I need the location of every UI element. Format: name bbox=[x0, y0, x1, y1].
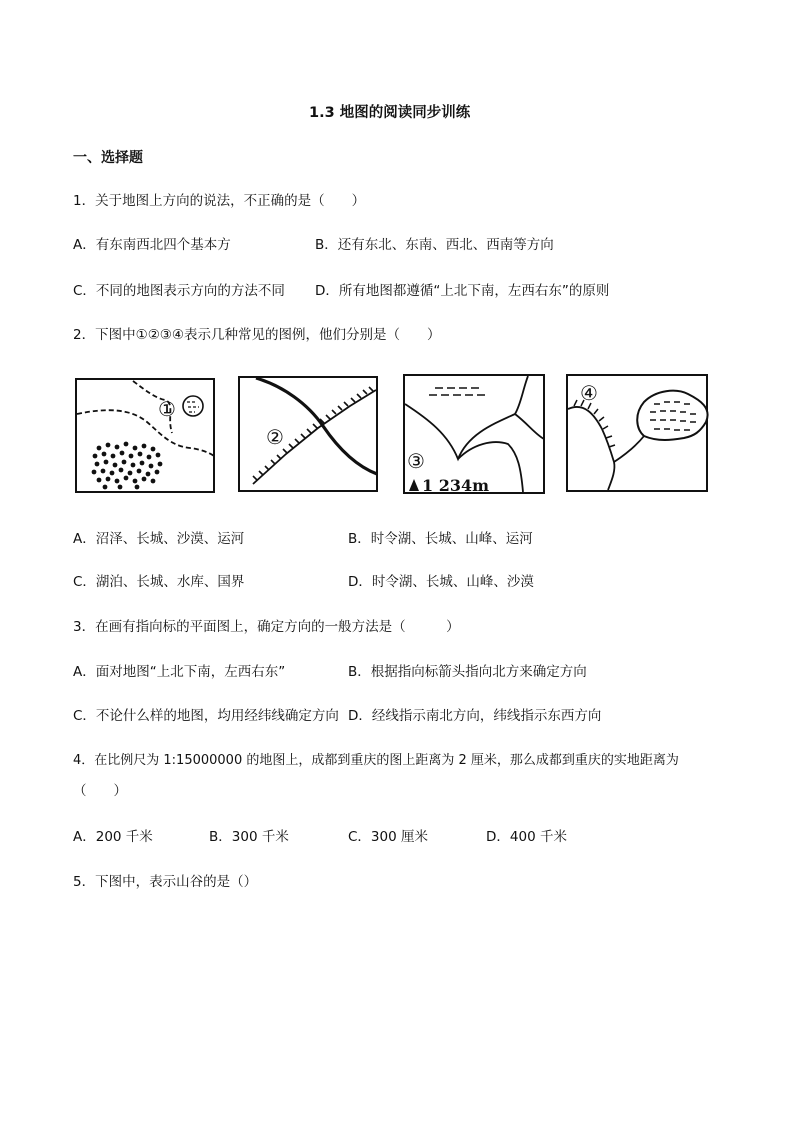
q4-option-d: D．400 千米 bbox=[486, 829, 567, 845]
q1-option-c: C．不同的地图表示方向的方法不同 bbox=[73, 283, 285, 299]
legend-figure-1 bbox=[75, 378, 217, 494]
legend-label-1: ① bbox=[158, 397, 176, 421]
page-title: 1.3 地图的阅读同步训练 bbox=[309, 105, 471, 121]
q5-stem: 5．下图中，表示山谷的是（） bbox=[73, 874, 258, 890]
q4-stem-continued: （ ） bbox=[73, 783, 127, 799]
q2-stem: 2．下图中①②③④表示几种常见的图例，他们分别是（ ） bbox=[73, 327, 441, 343]
legend-label-4: ④ bbox=[580, 381, 598, 405]
legend-figure-2 bbox=[238, 376, 380, 494]
q3-stem: 3．在画有指向标的平面图上，确定方向的一般方法是（ ） bbox=[73, 619, 460, 635]
q3-option-d: D．经线指示南北方向，纬线指示东西方向 bbox=[348, 708, 602, 724]
q3-option-c: C．不论什么样的地图，均用经纬线确定方向 bbox=[73, 708, 339, 724]
legend-figure-3 bbox=[403, 374, 547, 496]
q1-option-d: D．所有地图都遵循“上北下南，左西右东”的原则 bbox=[315, 283, 610, 299]
q1-stem: 1．关于地图上方向的说法，不正确的是（ ） bbox=[73, 193, 366, 209]
q3-option-b: B．根据指向标箭头指向北方来确定方向 bbox=[348, 664, 587, 680]
q3-option-a: A．面对地图“上北下南，左西右东” bbox=[73, 664, 286, 680]
q4-option-a: A．200 千米 bbox=[73, 829, 153, 845]
q4-stem: 4．在比例尺为 1:15000000 的地图上，成都到重庆的图上距离为 2 厘米，那么成都到重庆的实地距离为 bbox=[73, 753, 679, 768]
legend-label-2: ② bbox=[266, 425, 284, 449]
q1-option-a: A．有东南西北四个基本方 bbox=[73, 237, 231, 253]
q1-option-b: B．还有东北、东南、西北、西南等方向 bbox=[315, 237, 554, 253]
q2-option-d: D．时令湖、长城、山峰、沙漠 bbox=[348, 574, 534, 590]
elevation-label: 1 234m bbox=[422, 476, 490, 495]
q4-option-b: B．300 千米 bbox=[209, 829, 289, 845]
q4-option-c: C．300 厘米 bbox=[348, 829, 428, 845]
legend-label-3: ③ bbox=[407, 449, 425, 473]
section-heading: 一、选择题 bbox=[73, 150, 143, 166]
legend-figure-4 bbox=[566, 374, 710, 494]
q2-option-b: B．时令湖、长城、山峰、运河 bbox=[348, 531, 533, 547]
q2-option-a: A．沼泽、长城、沙漠、运河 bbox=[73, 531, 245, 547]
q2-option-c: C．湖泊、长城、水库、国界 bbox=[73, 574, 245, 590]
